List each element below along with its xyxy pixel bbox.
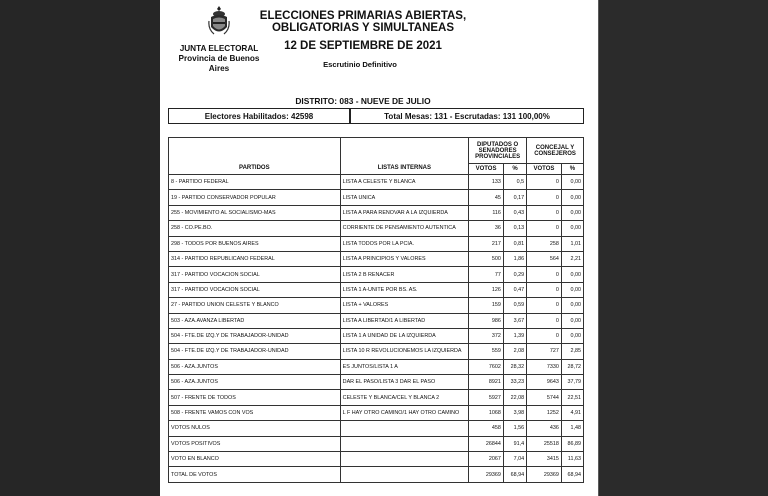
list-cell: LISTA 1 A UNIDAD DE LA IZQUIERDA: [340, 328, 468, 343]
votes-2-cell: 436: [527, 421, 562, 436]
votes-2-cell: 25518: [527, 436, 562, 451]
pct-1-cell: 22,08: [503, 390, 526, 405]
pct-2-cell: 0,00: [561, 328, 583, 343]
party-cell: 508 - FRENTE VAMOS CON VOS: [169, 405, 341, 420]
table-row: [169, 421, 584, 436]
party-cell: 19 - PARTIDO CONSERVADOR POPULAR: [169, 190, 341, 205]
votes-1-cell: 559: [469, 344, 504, 359]
pct-1-cell: 7,04: [503, 452, 526, 467]
election-title: [252, 10, 474, 34]
table-row: [169, 175, 584, 190]
party-cell: 258 - CO.PE.BO.: [169, 221, 341, 236]
pct-2-cell: 1,48: [561, 421, 583, 436]
party-cell: 506 - AZA.JUNTOS: [169, 359, 341, 374]
votes-2-cell: 5744: [527, 390, 562, 405]
table-row: [169, 375, 584, 390]
votes-2-cell: 258: [527, 236, 562, 251]
list-cell: [340, 467, 468, 482]
votes-2-cell: 727: [527, 344, 562, 359]
votes-2-cell: 0: [527, 175, 562, 190]
party-cell: 503 - AZA.AVANZA LIBERTAD: [169, 313, 341, 328]
pct-1-cell: 0,17: [503, 190, 526, 205]
votes-1-cell: 7602: [469, 359, 504, 374]
pct-2-cell: 22,51: [561, 390, 583, 405]
header-partidos: PARTIDOS: [169, 138, 341, 175]
party-cell: 507 - FRENTE DE TODOS: [169, 390, 341, 405]
votes-1-cell: 500: [469, 251, 504, 266]
table-row: [169, 267, 584, 282]
pct-1-cell: 68,94: [503, 467, 526, 482]
pct-2-cell: 0,00: [561, 205, 583, 220]
pct-1-cell: 3,98: [503, 405, 526, 420]
votes-1-cell: 217: [469, 236, 504, 251]
party-cell: VOTOS NULOS: [169, 421, 341, 436]
table-row: [169, 390, 584, 405]
table-row: [169, 467, 584, 482]
votes-2-cell: 564: [527, 251, 562, 266]
table-row: [169, 328, 584, 343]
pct-1-cell: 0,5: [503, 175, 526, 190]
pct-2-cell: 2,85: [561, 344, 583, 359]
pct-2-cell: 0,00: [561, 175, 583, 190]
votes-1-cell: 45: [469, 190, 504, 205]
list-cell: LISTA A PARA RENOVAR A LA IZQUIERDA: [340, 205, 468, 220]
votes-2-cell: 0: [527, 298, 562, 313]
table-row: [169, 221, 584, 236]
title-line1: ELECCIONES PRIMARIAS ABIERTAS,: [259, 10, 467, 22]
votes-2-cell: 0: [527, 328, 562, 343]
header-group-concejal: CONCEJAL Y CONSEJEROS: [527, 138, 584, 164]
table-row: [169, 236, 584, 251]
table-row: [169, 405, 584, 420]
pct-1-cell: 0,13: [503, 221, 526, 236]
table-row: [169, 313, 584, 328]
votes-2-cell: 7330: [527, 359, 562, 374]
party-cell: 314 - PARTIDO REPUBLICANO FEDERAL: [169, 251, 341, 266]
pct-1-cell: 1,39: [503, 328, 526, 343]
pct-2-cell: 28,72: [561, 359, 583, 374]
votes-1-cell: 986: [469, 313, 504, 328]
list-cell: LISTA A PRINCIPIOS Y VALORES: [340, 251, 468, 266]
list-cell: CORRIENTE DE PENSAMIENTO AUTENTICA: [340, 221, 468, 236]
list-cell: LISTA 2 B RENACER: [340, 267, 468, 282]
pct-2-cell: 0,00: [561, 298, 583, 313]
votes-2-cell: 0: [527, 282, 562, 297]
votes-2-cell: 1252: [527, 405, 562, 420]
pct-2-cell: 4,91: [561, 405, 583, 420]
votes-1-cell: 126: [469, 282, 504, 297]
header-votos-2: VOTOS: [527, 164, 562, 175]
list-cell: L F HAY OTRO CAMINO/1 HAY OTRO CAMINO: [340, 405, 468, 420]
org-line1: JUNTA ELECTORAL: [179, 44, 259, 53]
votes-1-cell: 116: [469, 205, 504, 220]
votes-1-cell: 159: [469, 298, 504, 313]
votes-1-cell: 8921: [469, 375, 504, 390]
list-cell: ES JUNTOS/LISTA 1 A: [340, 359, 468, 374]
list-cell: LISTA TODOS POR LA PCIA.: [340, 236, 468, 251]
pct-2-cell: 11,63: [561, 452, 583, 467]
pct-1-cell: 33,23: [503, 375, 526, 390]
pct-1-cell: 1,86: [503, 251, 526, 266]
pct-2-cell: 1,01: [561, 236, 583, 251]
pct-1-cell: 0,29: [503, 267, 526, 282]
votes-1-cell: 36: [469, 221, 504, 236]
district-label: DISTRITO: 083 - NUEVE DE JULIO: [295, 96, 431, 106]
scrutiny-type: Escrutinio Definitivo: [323, 60, 397, 69]
tables-box: Total Mesas: 131 - Escrutadas: 131 100,00%: [350, 108, 584, 124]
pct-1-cell: 28,32: [503, 359, 526, 374]
pct-1-cell: 1,56: [503, 421, 526, 436]
list-cell: [340, 436, 468, 451]
table-row: [169, 251, 584, 266]
list-cell: LISTA + VALORES: [340, 298, 468, 313]
pct-1-cell: 91,4: [503, 436, 526, 451]
votes-2-cell: 0: [527, 205, 562, 220]
votes-1-cell: 77: [469, 267, 504, 282]
votes-2-cell: 0: [527, 313, 562, 328]
table-header-row: [169, 138, 584, 164]
votes-2-cell: 0: [527, 190, 562, 205]
pct-1-cell: 0,81: [503, 236, 526, 251]
votes-2-cell: 3415: [527, 452, 562, 467]
table-row: [169, 344, 584, 359]
list-cell: DAR EL PASO/LISTA 3 DAR EL PASO: [340, 375, 468, 390]
list-cell: LISTA A LIBERTAD/1 A LIBERTAD: [340, 313, 468, 328]
pct-2-cell: 0,00: [561, 221, 583, 236]
table-row: [169, 205, 584, 220]
pct-2-cell: 86,89: [561, 436, 583, 451]
votes-1-cell: 1068: [469, 405, 504, 420]
pct-2-cell: 68,94: [561, 467, 583, 482]
party-cell: 504 - FTE.DE IZQ.Y DE TRABAJADOR-UNIDAD: [169, 328, 341, 343]
header-listas: LISTAS INTERNAS: [340, 138, 468, 175]
pct-2-cell: 0,00: [561, 190, 583, 205]
list-cell: CELESTE Y BLANCA/CEL Y BLANCA 2: [340, 390, 468, 405]
party-cell: VOTO EN BLANCO: [169, 452, 341, 467]
votes-1-cell: 372: [469, 328, 504, 343]
votes-1-cell: 26844: [469, 436, 504, 451]
table-row: [169, 298, 584, 313]
list-cell: [340, 452, 468, 467]
pct-2-cell: 0,00: [561, 267, 583, 282]
votes-2-cell: 0: [527, 267, 562, 282]
pct-1-cell: 0,59: [503, 298, 526, 313]
pct-1-cell: 0,43: [503, 205, 526, 220]
party-cell: VOTOS POSITIVOS: [169, 436, 341, 451]
table-row: [169, 359, 584, 374]
party-cell: 8 - PARTIDO FEDERAL: [169, 175, 341, 190]
table-row: [169, 452, 584, 467]
votes-1-cell: 2067: [469, 452, 504, 467]
pct-2-cell: 0,00: [561, 313, 583, 328]
header-pct-2: %: [561, 164, 583, 175]
table-row: [169, 436, 584, 451]
list-cell: LISTA 10 R REVOLUCIONEMOS LA IZQUIERDA: [340, 344, 468, 359]
header-pct-1: %: [503, 164, 526, 175]
header-group-diputados: DIPUTADOS O SENADORES PROVINCIALES: [469, 138, 527, 164]
votes-1-cell: 5927: [469, 390, 504, 405]
party-cell: 506 - AZA.JUNTOS: [169, 375, 341, 390]
title-line2: OBLIGATORIAS Y SIMULTANEAS: [271, 22, 455, 34]
pct-2-cell: 37,79: [561, 375, 583, 390]
list-cell: [340, 421, 468, 436]
party-cell: 317 - PARTIDO VOCACION SOCIAL: [169, 282, 341, 297]
viewer-background-right: [598, 0, 768, 496]
party-cell: 27 - PARTIDO UNION CELESTE Y BLANCO: [169, 298, 341, 313]
party-cell: 504 - FTE.DE IZQ.Y DE TRABAJADOR-UNIDAD: [169, 344, 341, 359]
table-row: [169, 282, 584, 297]
pct-1-cell: 3,67: [503, 313, 526, 328]
party-cell: 317 - PARTIDO VOCACION SOCIAL: [169, 267, 341, 282]
election-date: 12 DE SEPTIEMBRE DE 2021: [284, 40, 442, 52]
page-edge-line: [598, 0, 599, 496]
list-cell: LISTA UNICA: [340, 190, 468, 205]
pct-2-cell: 0,00: [561, 282, 583, 297]
province-seal-icon: [208, 5, 230, 37]
results-table: [168, 137, 584, 483]
votes-1-cell: 458: [469, 421, 504, 436]
pct-1-cell: 0,47: [503, 282, 526, 297]
party-cell: 298 - TODOS POR BUENOS AIRES: [169, 236, 341, 251]
votes-2-cell: 29369: [527, 467, 562, 482]
electors-box: Electores Habilitados: 42598: [168, 108, 350, 124]
org-line2: Provincia de Buenos Aires: [178, 54, 260, 73]
votes-1-cell: 29369: [469, 467, 504, 482]
viewer-background-left: [0, 0, 160, 496]
votes-2-cell: 0: [527, 221, 562, 236]
party-cell: 255 - MOVIMIENTO AL SOCIALISMO-MAS: [169, 205, 341, 220]
pct-2-cell: 2,21: [561, 251, 583, 266]
party-cell: TOTAL DE VOTOS: [169, 467, 341, 482]
header-votos-1: VOTOS: [469, 164, 504, 175]
list-cell: LISTA 1 A-UNITE POR BS. AS.: [340, 282, 468, 297]
pct-1-cell: 2,08: [503, 344, 526, 359]
list-cell: LISTA A CELESTE Y BLANCA: [340, 175, 468, 190]
votes-1-cell: 133: [469, 175, 504, 190]
votes-2-cell: 9643: [527, 375, 562, 390]
table-row: [169, 190, 584, 205]
